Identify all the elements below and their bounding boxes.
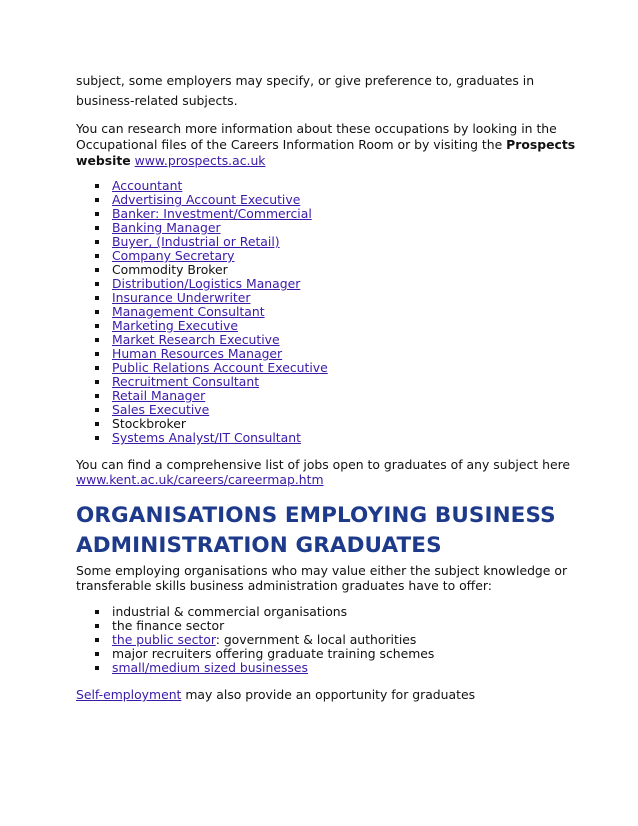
list-item bbox=[92, 277, 576, 291]
intro-paragraph: subject, some employers may specify, or give preference to, graduates in business-related subjects. bbox=[76, 73, 535, 108]
self-employment-text: may also provide an opportunity for graduates bbox=[181, 687, 476, 702]
list-item bbox=[92, 249, 576, 263]
comprehensive-paragraph bbox=[76, 457, 576, 487]
prospects-link[interactable]: www.prospects.ac.uk bbox=[134, 153, 266, 168]
document-page bbox=[76, 71, 576, 702]
public-sector-link[interactable]: the public sector bbox=[112, 632, 216, 647]
list-item bbox=[92, 193, 576, 207]
org-text: : government & local authorities bbox=[215, 632, 417, 647]
job-link[interactable]: Banking Manager bbox=[112, 220, 221, 235]
job-link[interactable]: Distribution/Logistics Manager bbox=[112, 276, 301, 291]
job-link[interactable]: Company Secretary bbox=[112, 248, 235, 263]
job-link[interactable]: Public Relations Account Executive bbox=[112, 360, 328, 375]
list-item bbox=[92, 333, 576, 347]
job-link[interactable]: Human Resources Manager bbox=[112, 346, 283, 361]
list-item bbox=[92, 375, 576, 389]
list-item bbox=[92, 403, 576, 417]
self-employment-link[interactable]: Self-employment bbox=[76, 687, 182, 702]
job-link[interactable]: Recruitment Consultant bbox=[112, 374, 260, 389]
orgs-intro-paragraph: Some employing organisations who may value either the subject knowledge or transferable skills business administration graduates have to offer: bbox=[76, 563, 568, 593]
list-item bbox=[92, 605, 576, 619]
job-text: Stockbroker bbox=[112, 416, 187, 431]
job-link[interactable]: Management Consultant bbox=[112, 304, 265, 319]
research-paragraph bbox=[76, 121, 576, 169]
job-link[interactable]: Marketing Executive bbox=[112, 318, 239, 333]
self-employment-paragraph bbox=[76, 687, 576, 702]
orgs-list bbox=[76, 605, 576, 675]
list-item bbox=[92, 207, 576, 221]
list-item bbox=[92, 389, 576, 403]
small-business-link[interactable]: small/medium sized businesses bbox=[112, 660, 308, 675]
careermap-link[interactable]: www.kent.ac.uk/careers/careermap.htm bbox=[76, 472, 324, 487]
job-link[interactable]: Buyer, (Industrial or Retail) bbox=[112, 234, 280, 249]
research-text: You can research more information about these occupations by looking in the Occupational files of the Careers Information Room or by visiting the bbox=[76, 121, 557, 152]
list-item bbox=[92, 291, 576, 305]
org-text: major recruiters offering graduate training schemes bbox=[112, 646, 435, 661]
list-item bbox=[92, 619, 576, 633]
list-item bbox=[92, 221, 576, 235]
list-item bbox=[92, 305, 576, 319]
prospects-bold: Prospects website bbox=[76, 137, 576, 168]
job-link[interactable]: Advertising Account Executive bbox=[112, 192, 301, 207]
job-link[interactable]: Market Research Executive bbox=[112, 332, 280, 347]
list-item bbox=[92, 361, 576, 375]
list-item bbox=[92, 347, 576, 361]
jobs-list bbox=[76, 179, 576, 445]
list-item bbox=[92, 661, 576, 675]
org-text: industrial & commercial organisations bbox=[112, 604, 348, 619]
org-text: the finance sector bbox=[112, 618, 225, 633]
list-item bbox=[92, 235, 576, 249]
comprehensive-text: You can find a comprehensive list of jobs open to graduates of any subject here bbox=[76, 457, 571, 472]
job-link[interactable]: Systems Analyst/IT Consultant bbox=[112, 430, 301, 445]
job-link[interactable]: Retail Manager bbox=[112, 388, 206, 403]
job-link[interactable]: Accountant bbox=[112, 178, 183, 193]
list-item bbox=[92, 431, 576, 445]
job-link[interactable]: Insurance Underwriter bbox=[112, 290, 251, 305]
list-item bbox=[92, 263, 576, 277]
list-item bbox=[92, 417, 576, 431]
job-link[interactable]: Sales Executive bbox=[112, 402, 210, 417]
list-item bbox=[92, 633, 576, 647]
list-item bbox=[92, 647, 576, 661]
job-text: Commodity Broker bbox=[112, 262, 228, 277]
section-heading: ORGANISATIONS EMPLOYING BUSINESS ADMINISTRATION GRADUATES bbox=[76, 503, 556, 558]
job-link[interactable]: Banker: Investment/Commercial bbox=[112, 206, 312, 221]
list-item bbox=[92, 319, 576, 333]
list-item bbox=[92, 179, 576, 193]
